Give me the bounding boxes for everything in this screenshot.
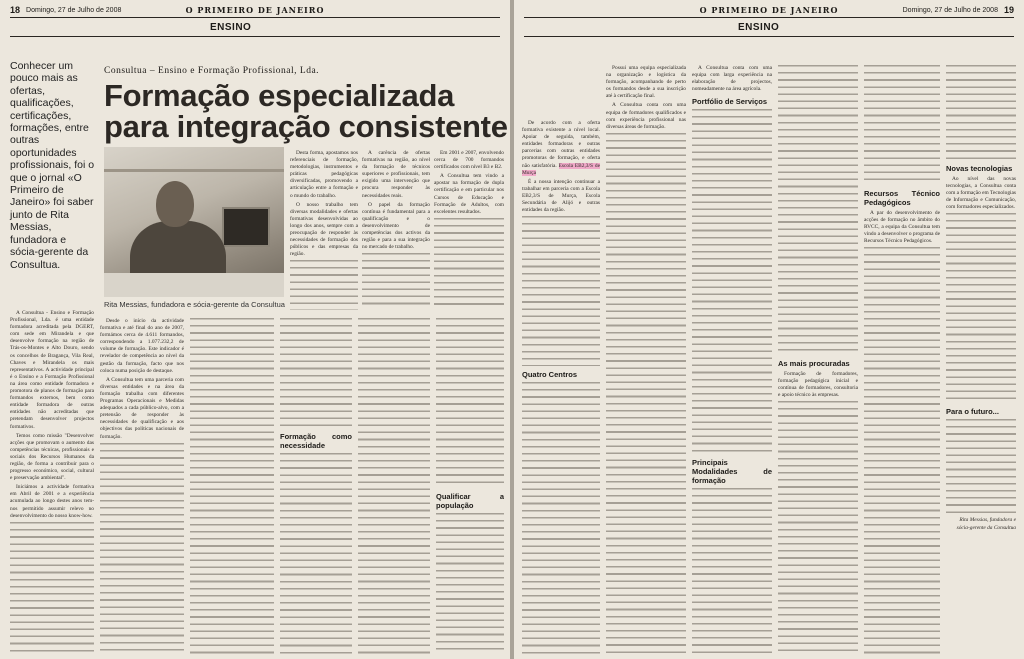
left-page-folio	[10, 4, 500, 16]
left-col-2	[100, 318, 184, 655]
left-page-number: 18	[10, 5, 21, 15]
right-newspaper-page	[514, 0, 1024, 659]
column-paragraph: A Consultua tem uma parceria com diversas entidades e na área da formação trabalha com diferentes Programas Operacionais e Medidas adequados a cada público-alvo, com a pretensão de responder às necessidades de qualificação e aos objectivos das políticas nacionais de formação.	[100, 376, 184, 440]
column-paragraph: Possui uma equipa especializada na organização e logística da formação, acompanhando de perto os formandos desde a sua inscrição até à certificação final.	[606, 65, 686, 100]
left-col-1	[10, 310, 94, 655]
right-page-folio	[524, 4, 1014, 16]
photo-desk	[104, 273, 284, 297]
column-paragraph: Em 2001 e 2007, envolvendo cerca de 700 formandos certificados com nível B3 e B2.	[434, 150, 504, 171]
column-text-lines	[864, 65, 940, 185]
column-paragraph: A Consultua tem vindo a apostar na formação de dupla certificação e em particular nos Cursos de Educação e Formação de Adultos, com excelentes resultados.	[434, 173, 504, 215]
left-newspaper-page	[0, 0, 510, 659]
column-text-lines	[606, 133, 686, 655]
left-top-rule	[10, 17, 500, 18]
left-col-5	[358, 318, 430, 655]
left-col-6	[436, 318, 504, 655]
left-page-date: Domingo, 27 de Julho de 2008	[26, 6, 122, 14]
photo-shelf	[104, 169, 284, 172]
right-page-number: 19	[1003, 5, 1014, 15]
column-paragraph	[522, 120, 600, 177]
left-section-rule	[10, 36, 500, 37]
portrait-photo	[104, 147, 284, 297]
column-text-lines	[692, 109, 772, 454]
column-text-lines	[522, 382, 600, 655]
column-text-lines	[290, 260, 358, 310]
column-text-lines	[280, 453, 352, 655]
column-text-lines	[946, 213, 1016, 403]
photo-monitor	[222, 207, 270, 247]
subhead-mais-procuradas: As mais procuradas	[778, 359, 850, 368]
column-paragraph: A Consultua conta com uma equipa com larga experiência na elaboração de projectos, nomeadamente na área agrícola.	[692, 65, 772, 93]
left-col-3	[190, 318, 274, 655]
column-text-lines	[778, 401, 858, 655]
column-text-lines	[436, 318, 504, 488]
column-text-lines	[522, 216, 600, 366]
column-text-lines	[946, 419, 1016, 514]
left-col-4	[280, 318, 352, 655]
column-text-lines	[280, 318, 352, 428]
column-paragraph: A Consultua conta com uma equipa de formadores qualificados e com experiência profissional nas diversas áreas de formação.	[606, 102, 686, 130]
left-col-upper-1	[290, 150, 358, 310]
column-paragraph: O nosso trabalho tem diversas modalidades e ofertas formativas desenvolvidas ao longo dos anos, sempre com a preocupação de responder às necessidades de formação dos públicos e das empresas da região.	[290, 201, 358, 258]
highlighted-text: Escola EB2,3/S de Murça	[522, 162, 600, 176]
column-paragraph-text: De acordo com a oferta formativa existente a nível local. Apoiar de seguida, também, entidades formadoras e outras parcerias com outras entidades promotoras de formação, e oferta não satisfatória.	[522, 120, 600, 169]
pull-quote: Conhecer um pouco mais as ofertas, qualificações, certificações, formações, entre outras oportunidades profissionais, foi o que o jornal «O Primeiro de Janeiro» foi saber junto de Rita Messias, fundadora e sócia-gerente da Consultua.	[10, 60, 95, 271]
right-col-3	[692, 65, 772, 655]
column-paragraph: A par do desenvolvimento de acções de formação no âmbito do RVCC, a equipa da Consultua tem vindo a desenvolver o programa de Recursos Técnico Pedagógicos.	[864, 210, 940, 245]
column-text-lines	[358, 318, 430, 655]
subhead-quatro-centros: Quatro Centros	[522, 370, 578, 380]
column-text-lines	[778, 65, 858, 355]
column-text-lines	[692, 488, 772, 655]
column-paragraph: Iniciámos a actividade formativa em Abril de 2001 e a experiência acumulada ao longo destes anos tem-nos permitido assumir relevo no desenvolvimento do nosso know-how.	[10, 484, 94, 519]
article-signature: Rita Messias, fundadora e sócia-gerente da Consultua	[956, 517, 1016, 531]
column-text-lines	[100, 443, 184, 655]
right-section-rule	[524, 36, 1014, 37]
column-text-lines	[436, 513, 504, 655]
subhead-para-o-futuro: Para o futuro...	[946, 407, 999, 417]
right-top-rule	[524, 17, 1014, 18]
column-text-lines	[946, 65, 1016, 160]
subhead-novas-tecnologias: Novas tecnologias	[946, 164, 1013, 173]
column-paragraph: Temos como missão "Desenvolver acções que promovam o aumento das competências técnicas, profissionais e sociais dos Recursos Humanos da região, de forma a contribuir para o progresso económico, social, cultural e preservação ambiental".	[10, 432, 94, 482]
right-page-date: Domingo, 27 de Julho de 2008	[902, 6, 998, 14]
left-col-upper-2	[362, 150, 430, 310]
photo-person-head	[156, 181, 194, 227]
right-col-6	[946, 65, 1016, 655]
column-paragraph: É a nossa intenção continuar a trabalhar em parceria com a Escola EB2,3/S de Murça, Escola Secundária de Alijó e outras entidades da região.	[522, 178, 600, 214]
column-paragraph: Desta forma, apostamos nos referenciais de formação, metodologias, instrumentos e práticas pedagógicas diversificadas, promovendo a articulação entre a formação e o mundo do trabalho.	[290, 150, 358, 199]
column-text-lines	[10, 522, 94, 655]
right-col-1	[522, 120, 600, 655]
column-text-lines	[362, 253, 430, 310]
column-paragraph: Ao nível das novas tecnologias, a Consultua conta com a formação em Tecnologias de Informação e Comunicação, com formadores especializados.	[946, 176, 1016, 211]
subhead-formacao-necessidade: Formação como necessidade	[280, 432, 352, 450]
column-text-lines	[864, 247, 940, 655]
column-paragraph: A carência de ofertas formativas na região, ao nível da formação de técnicos superiores e profissionais, tem exigido uma intervenção que procura responder às necessidades reais.	[362, 150, 430, 199]
article-headline: Formação especializada para integração consistente	[104, 78, 508, 144]
column-text-lines	[190, 318, 274, 655]
subhead-recursos-tecnico: Recursos Técnico Pedagógicos	[864, 189, 940, 207]
left-masthead: O PRIMEIRO DE JANEIRO	[185, 5, 325, 15]
right-masthead: O PRIMEIRO DE JANEIRO	[699, 5, 839, 15]
subhead-qualificar: Qualificar a população	[436, 492, 504, 510]
right-col-2	[606, 65, 686, 655]
article-kicker: Consultua – Ensino e Formação Profissional, Lda.	[104, 66, 320, 76]
photo-caption: Rita Messias, fundadora e sócia-gerente da Consultua	[104, 300, 285, 309]
subhead-portfolio: Portfólio de Serviços	[692, 97, 768, 107]
left-section-label: ENSINO	[210, 22, 252, 33]
column-paragraph: O papel da formação contínua é fundamental para a qualificação e o desenvolvimento de competências dos activos da região e para a sua integração no mercado de trabalho.	[362, 201, 430, 251]
right-section-label: ENSINO	[738, 22, 780, 33]
subhead-principais-modalidades: Principais Modalidades de formação	[692, 458, 772, 486]
column-paragraph: Desde o início da actividade formativa e até final do ano de 2007, formámos cerca de 4.611 formandos, correspondendo a 1.077.232,2 de volume de formação. Este indicador é revelador de competência ao nível da gestão da formação, facto que nos coloca numa posição de destaque.	[100, 318, 184, 374]
right-col-5	[864, 65, 940, 655]
column-paragraph: Formação de formadores, formação pedagógica inicial e contínua de formadores, consultoria e apoio técnico às empresas.	[778, 371, 858, 399]
left-col-upper-3	[434, 150, 504, 310]
right-col-4	[778, 65, 858, 655]
column-text-lines	[434, 218, 504, 310]
column-paragraph: A Consultua - Ensino e Formação Profissional, Lda. é uma entidade formadora acreditada pela DGERT, com sede em Mirandela e que desenvolve formação na região de Trás-os-Montes e Alto Douro, sendo os concelhos de Bragança, Vila Real, Chaves e Mirandela os mais representativos. A actividade principal é o Ensino e a Formação Profissional na área como entidade formadora e promotora de planos de formação para formandos externos, bem como entidade formadora de outras entidades não acreditadas que pretendam desenvolver projectos formativos.	[10, 310, 94, 430]
